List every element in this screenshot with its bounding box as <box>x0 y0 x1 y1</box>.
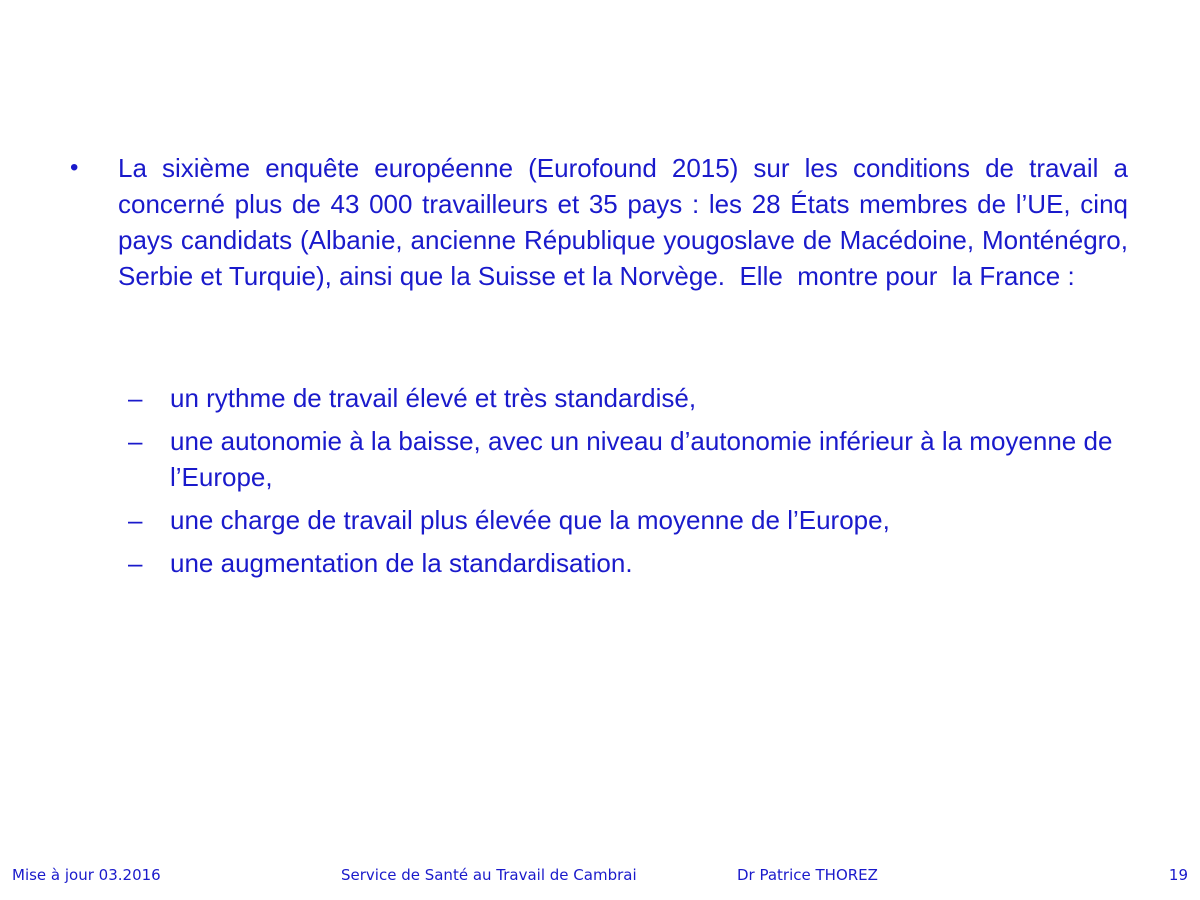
footer-service: Service de Santé au Travail de Cambrai <box>341 866 637 884</box>
bullet-marker: • <box>70 154 79 181</box>
page-number: 19 <box>1168 866 1188 884</box>
dash-marker: – <box>128 426 143 456</box>
sub-item-text: un rythme de travail élevé et très standardisé, <box>170 383 697 413</box>
sub-item-text: une charge de travail plus élevée que la moyenne de l’Europe, <box>170 505 890 535</box>
sub-item <box>128 380 1128 416</box>
sub-item-text: une augmentation de la standardisation. <box>170 548 633 578</box>
sub-item <box>128 545 1128 581</box>
sub-list <box>128 380 1128 588</box>
dash-marker: – <box>128 505 143 535</box>
dash-marker: – <box>128 383 143 413</box>
dash-marker: – <box>128 548 143 578</box>
sub-item <box>128 502 1128 538</box>
footer-author: Dr Patrice THOREZ <box>737 866 878 884</box>
main-bullet <box>70 150 1136 294</box>
main-bullet-text: La sixième enquête européenne (Eurofound 2015) sur les conditions de travail a concerné plus de 43 000 travailleurs et 35 pays : les 28 États membres de l’UE, cinq pays candidats (Albanie, ancienne République yougoslave de Macédoine, Monténégro, Serbie et Turquie), ainsi que la Suisse et la Norvège. Elle montre pour la France : <box>118 153 1136 291</box>
sub-item <box>128 423 1128 495</box>
footer-date: Mise à jour 03.2016 <box>12 866 161 884</box>
sub-item-text: une autonomie à la baisse, avec un niveau d’autonomie inférieur à la moyenne de l’Europe, <box>170 426 1113 492</box>
